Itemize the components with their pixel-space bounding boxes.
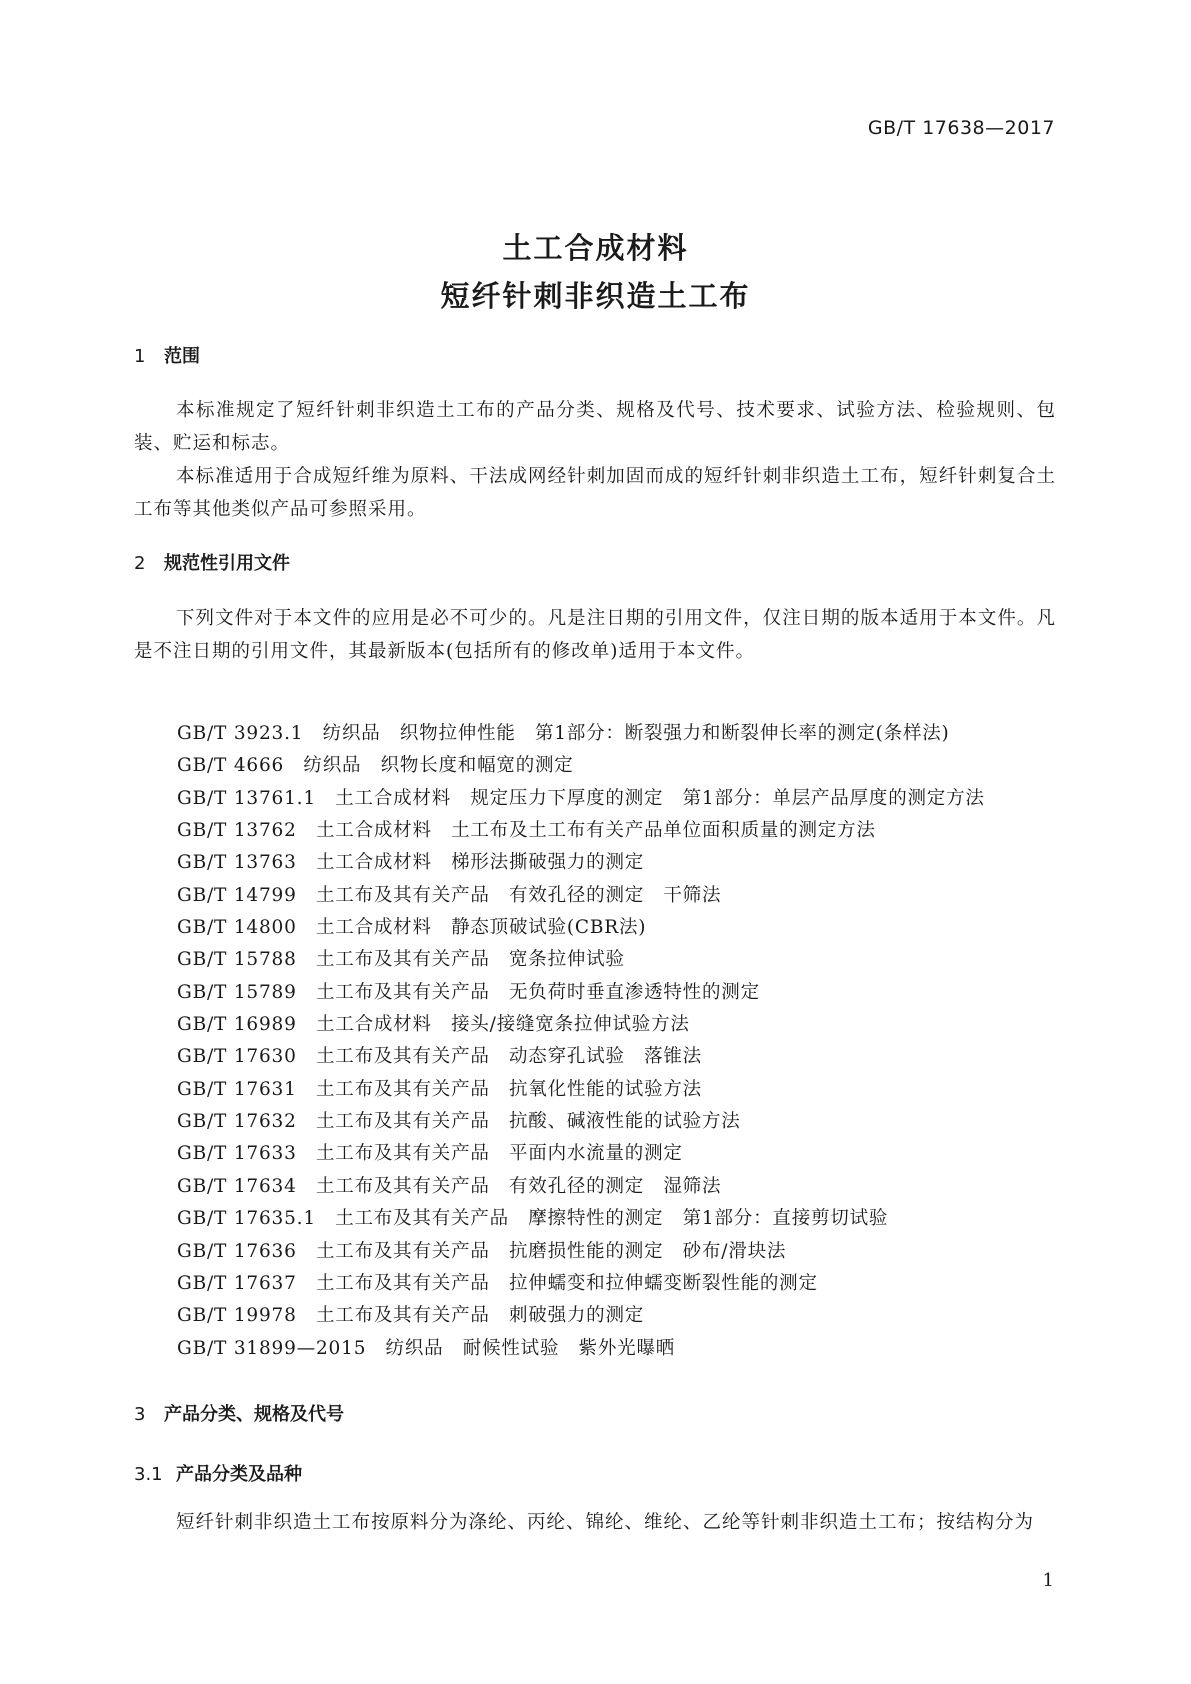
document-title-line1: 土工合成材料 — [502, 231, 689, 265]
reference-item: GB/T 17636 土工布及其有关产品 抗磨损性能的测定 砂布/滑块法 — [177, 1240, 787, 1262]
section-number: 3 — [134, 1404, 146, 1425]
reference-item: GB/T 13762 土工合成材料 土工布及土工布有关产品单位面积质量的测定方法 — [177, 820, 876, 842]
reference-item: GB/T 14800 土工合成材料 静态顶破试验(CBR法) — [177, 917, 647, 939]
section-1-paragraph-2: 本标准适用于合成短纤维为原料、干法成网经针刺加固而成的短纤针刺非织造土工布，短纤针刺复合土工布等其他类似产品可参照采用。 — [134, 466, 1056, 520]
normative-references-list — [177, 718, 985, 1365]
section-number: 2 — [134, 553, 146, 574]
reference-item: GB/T 19978 土工布及其有关产品 刺破强力的测定 — [177, 1305, 645, 1327]
reference-item: GB/T 4666 纺织品 织物长度和幅宽的测定 — [177, 755, 574, 777]
section-title: 产品分类、规格及代号 — [164, 1404, 344, 1425]
reference-item: GB/T 15788 土工布及其有关产品 宽条拉伸试验 — [177, 949, 625, 971]
reference-item: GB/T 17633 土工布及其有关产品 平面内水流量的测定 — [177, 1143, 683, 1165]
section-2-heading — [134, 549, 290, 575]
section-title: 规范性引用文件 — [164, 553, 290, 574]
page-number: 1 — [1042, 1570, 1054, 1591]
reference-item: GB/T 15789 土工布及其有关产品 无负荷时垂直渗透特性的测定 — [177, 981, 760, 1003]
reference-item: GB/T 17630 土工布及其有关产品 动态穿孔试验 落锥法 — [177, 1046, 702, 1068]
document-title-line2: 短纤针刺非织造土工布 — [440, 279, 751, 313]
section-3-heading — [134, 1400, 344, 1426]
reference-item: GB/T 13763 土工合成材料 梯形法撕破强力的测定 — [177, 852, 645, 874]
reference-item: GB/T 31899—2015 纺织品 耐候性试验 紫外光曝晒 — [177, 1337, 676, 1359]
section-number: 3.1 — [134, 1464, 163, 1485]
section-2-intro: 下列文件对于本文件的应用是必不可少的。凡是注日期的引用文件，仅注日期的版本适用于本文件。凡是不注日期的引用文件，其最新版本(包括所有的修改单)适用于本文件。 — [134, 608, 1056, 662]
reference-item: GB/T 3923.1 纺织品 织物拉伸性能 第1部分：断裂强力和断裂伸长率的测定(条样法) — [177, 723, 950, 744]
section-title: 范围 — [164, 346, 200, 367]
reference-item: GB/T 17637 土工布及其有关产品 拉伸蠕变和拉伸蠕变断裂性能的测定 — [177, 1272, 818, 1294]
standard-code: GB/T 17638—2017 — [867, 117, 1055, 139]
reference-item: GB/T 16989 土工合成材料 接头/接缝宽条拉伸试验方法 — [177, 1014, 690, 1036]
reference-item: GB/T 14799 土工布及其有关产品 有效孔径的测定 干筛法 — [177, 884, 722, 906]
reference-item: GB/T 17631 土工布及其有关产品 抗氧化性能的试验方法 — [177, 1078, 702, 1100]
section-1-paragraph-1: 本标准规定了短纤针刺非织造土工布的产品分类、规格及代号、技术要求、试验方法、检验规则、包装、贮运和标志。 — [134, 400, 1056, 454]
section-number: 1 — [134, 346, 146, 367]
reference-item: GB/T 17634 土工布及其有关产品 有效孔径的测定 湿筛法 — [177, 1175, 722, 1197]
reference-item: GB/T 17635.1 土工布及其有关产品 摩擦特性的测定 第1部分：直接剪切试验 — [177, 1208, 889, 1230]
reference-item: GB/T 17632 土工布及其有关产品 抗酸、碱液性能的试验方法 — [177, 1111, 741, 1133]
reference-item: GB/T 13761.1 土工合成材料 规定压力下厚度的测定 第1部分：单层产品厚度的测定方法 — [177, 787, 985, 809]
section-3-1-heading — [134, 1460, 302, 1486]
section-3-1-paragraph: 短纤针刺非织造土工布按原料分为涤纶、丙纶、锦纶、维纶、乙纶等针刺非织造土工布；按结构分为 — [176, 1512, 1035, 1533]
section-title: 产品分类及品种 — [176, 1464, 302, 1485]
section-1-heading — [134, 342, 200, 368]
